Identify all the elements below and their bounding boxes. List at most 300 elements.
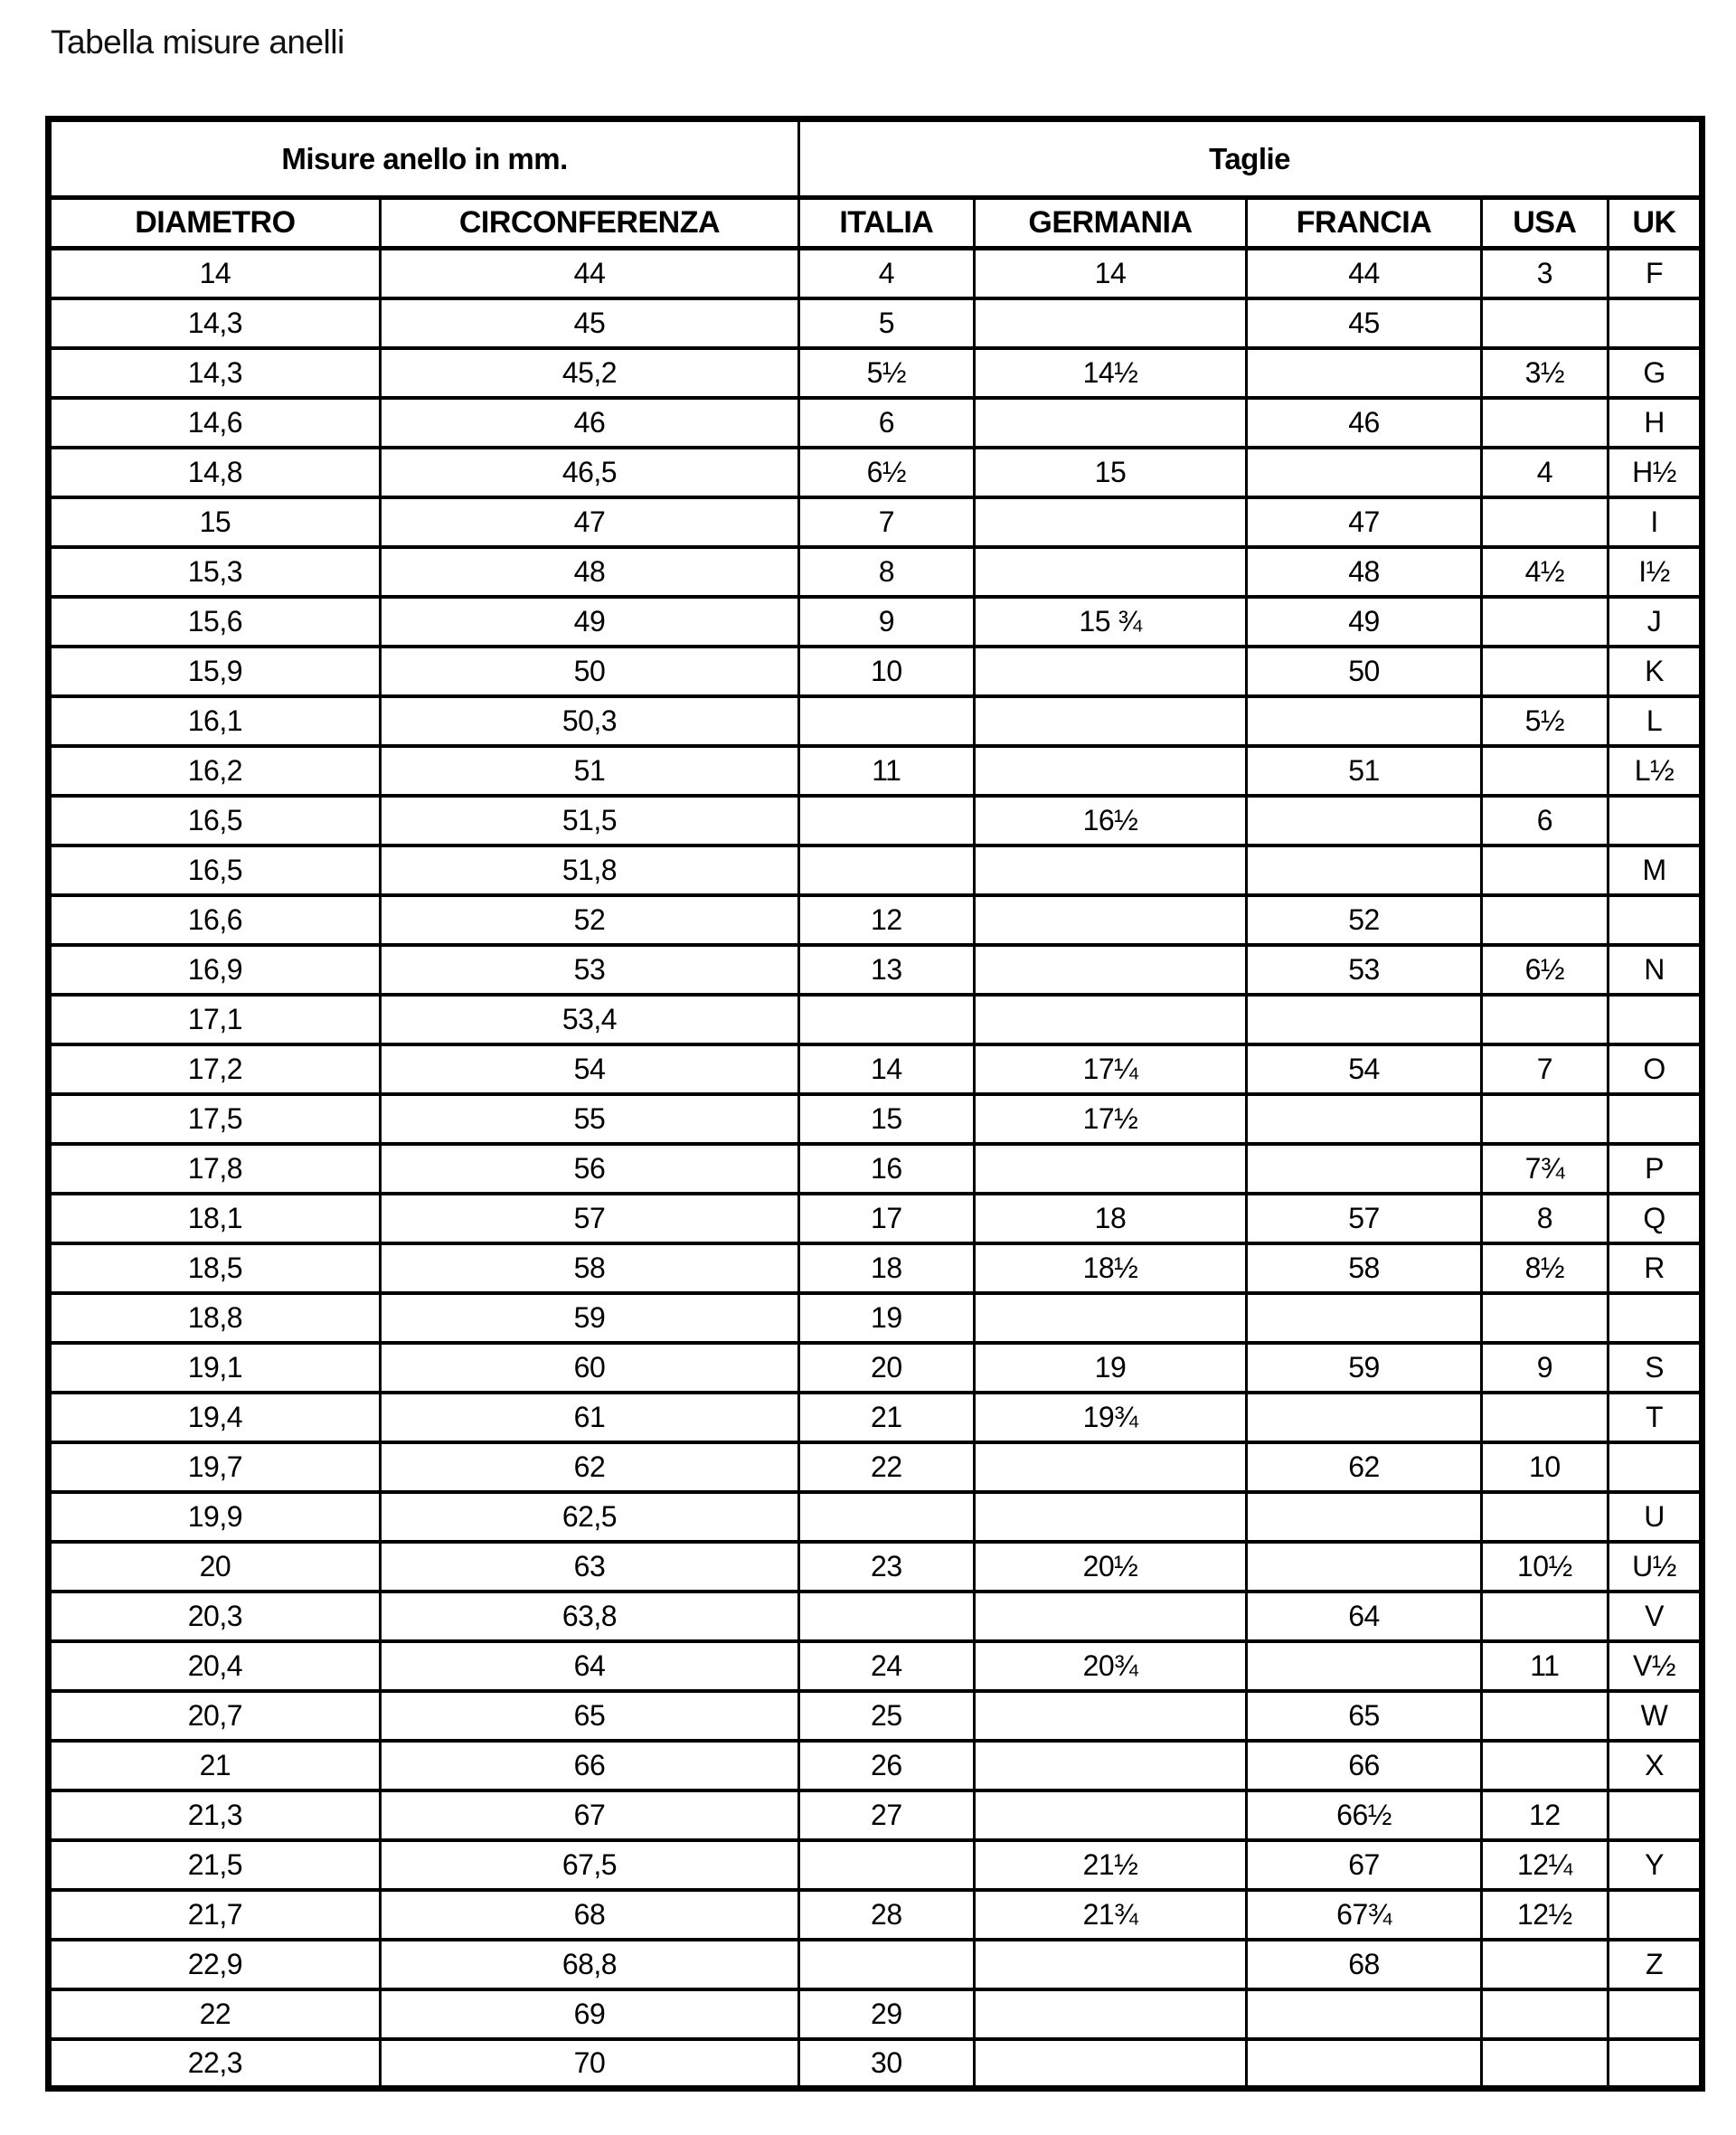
cell-francia: 44 (1247, 249, 1481, 298)
cell-usa: 4 (1481, 448, 1608, 497)
cell-diametro: 21,7 (49, 1890, 381, 1940)
cell-germania (974, 1293, 1247, 1343)
cell-italia: 9 (799, 597, 974, 647)
cell-francia: 66½ (1247, 1790, 1481, 1840)
cell-francia (1247, 1293, 1481, 1343)
cell-usa: 7 (1481, 1044, 1608, 1094)
cell-germania (974, 1790, 1247, 1840)
cell-uk: J (1609, 597, 1703, 647)
cell-uk: W (1609, 1691, 1703, 1741)
cell-diametro: 22,3 (49, 2039, 381, 2089)
cell-circonferenza: 51,5 (380, 796, 798, 845)
cell-germania (974, 1492, 1247, 1542)
cell-germania: 19¾ (974, 1393, 1247, 1442)
table-row (49, 1840, 1703, 1890)
table-row (49, 448, 1703, 497)
table-row (49, 547, 1703, 597)
cell-diametro: 17,1 (49, 995, 381, 1044)
table-row (49, 845, 1703, 895)
cell-francia (1247, 348, 1481, 398)
cell-uk (1609, 895, 1703, 945)
cell-diametro: 16,5 (49, 796, 381, 845)
cell-italia: 16 (799, 1144, 974, 1194)
cell-germania (974, 1592, 1247, 1641)
cell-italia: 6½ (799, 448, 974, 497)
cell-usa (1481, 1293, 1608, 1343)
cell-germania (974, 298, 1247, 348)
cell-circonferenza: 66 (380, 1741, 798, 1790)
cell-usa: 11 (1481, 1641, 1608, 1691)
cell-circonferenza: 50 (380, 647, 798, 696)
cell-francia: 48 (1247, 547, 1481, 597)
cell-italia: 6 (799, 398, 974, 448)
table-row (49, 348, 1703, 398)
cell-diametro: 14,3 (49, 348, 381, 398)
cell-uk (1609, 1293, 1703, 1343)
cell-francia (1247, 2039, 1481, 2089)
cell-diametro: 16,2 (49, 746, 381, 796)
cell-circonferenza: 45 (380, 298, 798, 348)
cell-circonferenza: 63,8 (380, 1592, 798, 1641)
column-header-row (49, 198, 1703, 249)
cell-italia (799, 1492, 974, 1542)
cell-germania: 18½ (974, 1243, 1247, 1293)
table-row (49, 995, 1703, 1044)
table-row (49, 796, 1703, 845)
cell-usa (1481, 597, 1608, 647)
cell-usa: 12¼ (1481, 1840, 1608, 1890)
cell-uk: N (1609, 945, 1703, 995)
cell-circonferenza: 64 (380, 1641, 798, 1691)
table-row (49, 1790, 1703, 1840)
cell-uk (1609, 1989, 1703, 2039)
cell-uk: H½ (1609, 448, 1703, 497)
cell-francia (1247, 1542, 1481, 1592)
cell-diametro: 20,3 (49, 1592, 381, 1641)
cell-diametro: 19,1 (49, 1343, 381, 1393)
cell-circonferenza: 44 (380, 249, 798, 298)
cell-francia: 46 (1247, 398, 1481, 448)
cell-italia: 5 (799, 298, 974, 348)
table-row (49, 1044, 1703, 1094)
cell-italia: 28 (799, 1890, 974, 1940)
col-header-circonferenza: CIRCONFERENZA (380, 198, 798, 249)
table-row (49, 2039, 1703, 2089)
cell-diametro: 20 (49, 1542, 381, 1592)
cell-italia: 13 (799, 945, 974, 995)
cell-francia: 62 (1247, 1442, 1481, 1492)
cell-italia: 29 (799, 1989, 974, 2039)
cell-francia: 59 (1247, 1343, 1481, 1393)
cell-uk (1609, 995, 1703, 1044)
cell-francia: 67¾ (1247, 1890, 1481, 1940)
cell-uk (1609, 1094, 1703, 1144)
cell-italia: 24 (799, 1641, 974, 1691)
cell-circonferenza: 68,8 (380, 1940, 798, 1989)
cell-usa (1481, 298, 1608, 348)
cell-francia (1247, 696, 1481, 746)
table-row (49, 1940, 1703, 1989)
cell-usa: 12 (1481, 1790, 1608, 1840)
cell-circonferenza: 54 (380, 1044, 798, 1094)
cell-italia: 10 (799, 647, 974, 696)
table-row (49, 895, 1703, 945)
cell-circonferenza: 45,2 (380, 348, 798, 398)
col-header-usa: USA (1481, 198, 1608, 249)
cell-diametro: 17,8 (49, 1144, 381, 1194)
cell-italia (799, 995, 974, 1044)
cell-uk (1609, 298, 1703, 348)
cell-italia: 22 (799, 1442, 974, 1492)
cell-usa: 6½ (1481, 945, 1608, 995)
cell-uk: F (1609, 249, 1703, 298)
cell-germania (974, 1989, 1247, 2039)
cell-italia: 7 (799, 497, 974, 547)
cell-germania: 18 (974, 1194, 1247, 1243)
cell-usa (1481, 2039, 1608, 2089)
cell-italia: 26 (799, 1741, 974, 1790)
page-title: Tabella misure anelli (51, 24, 344, 61)
cell-uk: Y (1609, 1840, 1703, 1890)
cell-italia (799, 1592, 974, 1641)
table-row (49, 1492, 1703, 1542)
cell-germania: 21¾ (974, 1890, 1247, 1940)
cell-germania (974, 2039, 1247, 2089)
cell-diametro: 19,7 (49, 1442, 381, 1492)
table-row (49, 647, 1703, 696)
cell-italia: 8 (799, 547, 974, 597)
cell-diametro: 20,7 (49, 1691, 381, 1741)
cell-germania: 20¾ (974, 1641, 1247, 1691)
cell-germania: 17¼ (974, 1044, 1247, 1094)
cell-uk: Z (1609, 1940, 1703, 1989)
col-header-uk: UK (1609, 198, 1703, 249)
table-row (49, 398, 1703, 448)
cell-italia: 23 (799, 1542, 974, 1592)
cell-circonferenza: 52 (380, 895, 798, 945)
cell-diametro: 18,5 (49, 1243, 381, 1293)
cell-germania: 14 (974, 249, 1247, 298)
cell-circonferenza: 69 (380, 1989, 798, 2039)
cell-germania (974, 895, 1247, 945)
cell-uk: Q (1609, 1194, 1703, 1243)
cell-usa: 7¾ (1481, 1144, 1608, 1194)
cell-circonferenza: 53,4 (380, 995, 798, 1044)
table-row (49, 1343, 1703, 1393)
cell-germania (974, 398, 1247, 448)
cell-uk: U½ (1609, 1542, 1703, 1592)
cell-usa (1481, 995, 1608, 1044)
cell-usa: 6 (1481, 796, 1608, 845)
cell-diametro: 16,5 (49, 845, 381, 895)
cell-uk: I (1609, 497, 1703, 547)
cell-usa: 8 (1481, 1194, 1608, 1243)
cell-diametro: 14 (49, 249, 381, 298)
cell-italia: 19 (799, 1293, 974, 1343)
cell-francia: 65 (1247, 1691, 1481, 1741)
cell-francia: 51 (1247, 746, 1481, 796)
cell-francia: 49 (1247, 597, 1481, 647)
cell-italia (799, 796, 974, 845)
cell-usa: 8½ (1481, 1243, 1608, 1293)
cell-francia (1247, 448, 1481, 497)
table-row (49, 696, 1703, 746)
cell-germania (974, 1691, 1247, 1741)
cell-usa: 3½ (1481, 348, 1608, 398)
cell-diametro: 18,8 (49, 1293, 381, 1343)
cell-germania (974, 746, 1247, 796)
cell-germania: 20½ (974, 1542, 1247, 1592)
cell-diametro: 17,2 (49, 1044, 381, 1094)
cell-usa (1481, 746, 1608, 796)
cell-francia (1247, 1144, 1481, 1194)
cell-francia: 57 (1247, 1194, 1481, 1243)
cell-germania (974, 945, 1247, 995)
cell-italia: 27 (799, 1790, 974, 1840)
cell-germania: 19 (974, 1343, 1247, 1393)
cell-diametro: 17,5 (49, 1094, 381, 1144)
cell-diametro: 21 (49, 1741, 381, 1790)
cell-circonferenza: 56 (380, 1144, 798, 1194)
cell-germania (974, 696, 1247, 746)
cell-francia: 54 (1247, 1044, 1481, 1094)
table-row (49, 1741, 1703, 1790)
cell-diametro: 21,5 (49, 1840, 381, 1890)
cell-usa: 9 (1481, 1343, 1608, 1393)
cell-francia: 66 (1247, 1741, 1481, 1790)
table-row (49, 1641, 1703, 1691)
cell-francia: 67 (1247, 1840, 1481, 1890)
table-row (49, 1592, 1703, 1641)
cell-diametro: 15 (49, 497, 381, 547)
cell-uk: M (1609, 845, 1703, 895)
cell-uk: G (1609, 348, 1703, 398)
cell-circonferenza: 70 (380, 2039, 798, 2089)
cell-italia: 25 (799, 1691, 974, 1741)
cell-francia (1247, 796, 1481, 845)
cell-usa (1481, 1691, 1608, 1741)
cell-circonferenza: 60 (380, 1343, 798, 1393)
cell-italia: 14 (799, 1044, 974, 1094)
table-row (49, 1094, 1703, 1144)
cell-germania (974, 1741, 1247, 1790)
cell-usa (1481, 895, 1608, 945)
cell-diametro: 21,3 (49, 1790, 381, 1840)
cell-francia: 64 (1247, 1592, 1481, 1641)
table-row (49, 497, 1703, 547)
cell-diametro: 14,8 (49, 448, 381, 497)
cell-uk: U (1609, 1492, 1703, 1542)
cell-uk: V½ (1609, 1641, 1703, 1691)
cell-uk: R (1609, 1243, 1703, 1293)
cell-italia: 11 (799, 746, 974, 796)
cell-italia: 18 (799, 1243, 974, 1293)
table-row (49, 1442, 1703, 1492)
col-header-italia: ITALIA (799, 198, 974, 249)
cell-germania (974, 647, 1247, 696)
cell-germania (974, 1940, 1247, 1989)
cell-diametro: 18,1 (49, 1194, 381, 1243)
cell-germania: 21½ (974, 1840, 1247, 1890)
cell-circonferenza: 51,8 (380, 845, 798, 895)
col-header-francia: FRANCIA (1247, 198, 1481, 249)
cell-italia: 15 (799, 1094, 974, 1144)
cell-uk: V (1609, 1592, 1703, 1641)
cell-circonferenza: 49 (380, 597, 798, 647)
table-row (49, 1542, 1703, 1592)
cell-francia (1247, 1641, 1481, 1691)
cell-circonferenza: 67 (380, 1790, 798, 1840)
cell-usa (1481, 1741, 1608, 1790)
ring-size-table (45, 116, 1705, 2092)
cell-diametro: 22 (49, 1989, 381, 2039)
cell-uk (1609, 1790, 1703, 1840)
cell-diametro: 15,9 (49, 647, 381, 696)
cell-circonferenza: 47 (380, 497, 798, 547)
table-row (49, 597, 1703, 647)
cell-germania: 15 ¾ (974, 597, 1247, 647)
cell-usa (1481, 1989, 1608, 2039)
cell-francia: 53 (1247, 945, 1481, 995)
group-header-measures: Misure anello in mm. (49, 119, 799, 198)
cell-diametro: 15,3 (49, 547, 381, 597)
cell-italia (799, 1840, 974, 1890)
table-row (49, 298, 1703, 348)
cell-usa (1481, 1393, 1608, 1442)
table-row (49, 1293, 1703, 1343)
cell-circonferenza: 46 (380, 398, 798, 448)
table-row (49, 1691, 1703, 1741)
cell-usa: 10½ (1481, 1542, 1608, 1592)
cell-uk: K (1609, 647, 1703, 696)
cell-italia: 5½ (799, 348, 974, 398)
cell-italia: 12 (799, 895, 974, 945)
cell-diametro: 14,6 (49, 398, 381, 448)
cell-francia (1247, 1393, 1481, 1442)
cell-usa (1481, 1094, 1608, 1144)
cell-francia: 68 (1247, 1940, 1481, 1989)
cell-diametro: 14,3 (49, 298, 381, 348)
cell-germania (974, 845, 1247, 895)
cell-francia: 47 (1247, 497, 1481, 547)
cell-usa (1481, 1592, 1608, 1641)
table-row (49, 249, 1703, 298)
cell-diametro: 15,6 (49, 597, 381, 647)
table-row (49, 1144, 1703, 1194)
cell-uk: H (1609, 398, 1703, 448)
cell-francia (1247, 845, 1481, 895)
cell-italia (799, 1940, 974, 1989)
cell-uk: S (1609, 1343, 1703, 1393)
cell-germania (974, 497, 1247, 547)
cell-circonferenza: 62,5 (380, 1492, 798, 1542)
group-header-row (49, 119, 1703, 198)
cell-italia: 21 (799, 1393, 974, 1442)
cell-circonferenza: 58 (380, 1243, 798, 1293)
cell-diametro: 19,4 (49, 1393, 381, 1442)
cell-usa: 4½ (1481, 547, 1608, 597)
table-body (49, 249, 1703, 2089)
cell-italia: 17 (799, 1194, 974, 1243)
cell-germania: 15 (974, 448, 1247, 497)
table-row (49, 1989, 1703, 2039)
cell-germania (974, 995, 1247, 1044)
cell-germania: 16½ (974, 796, 1247, 845)
cell-uk: P (1609, 1144, 1703, 1194)
cell-uk: O (1609, 1044, 1703, 1094)
cell-germania: 14½ (974, 348, 1247, 398)
cell-francia (1247, 1492, 1481, 1542)
table-row (49, 1243, 1703, 1293)
cell-uk (1609, 1890, 1703, 1940)
cell-circonferenza: 59 (380, 1293, 798, 1343)
cell-circonferenza: 48 (380, 547, 798, 597)
col-header-germania: GERMANIA (974, 198, 1247, 249)
cell-francia (1247, 1989, 1481, 2039)
cell-germania: 17½ (974, 1094, 1247, 1144)
cell-circonferenza: 55 (380, 1094, 798, 1144)
cell-diametro: 16,6 (49, 895, 381, 945)
cell-uk (1609, 2039, 1703, 2089)
cell-italia (799, 845, 974, 895)
cell-germania (974, 1144, 1247, 1194)
cell-usa: 3 (1481, 249, 1608, 298)
cell-italia: 20 (799, 1343, 974, 1393)
cell-uk: L (1609, 696, 1703, 746)
cell-francia: 52 (1247, 895, 1481, 945)
cell-uk: T (1609, 1393, 1703, 1442)
group-header-sizes: Taglie (799, 119, 1703, 198)
cell-diametro: 20,4 (49, 1641, 381, 1691)
cell-uk (1609, 796, 1703, 845)
cell-usa (1481, 845, 1608, 895)
cell-usa (1481, 1940, 1608, 1989)
cell-uk (1609, 1442, 1703, 1492)
cell-italia: 30 (799, 2039, 974, 2089)
cell-circonferenza: 53 (380, 945, 798, 995)
cell-usa (1481, 497, 1608, 547)
cell-circonferenza: 51 (380, 746, 798, 796)
cell-usa (1481, 1492, 1608, 1542)
cell-usa (1481, 398, 1608, 448)
table-row (49, 1194, 1703, 1243)
cell-circonferenza: 67,5 (380, 1840, 798, 1890)
col-header-diametro: DIAMETRO (49, 198, 381, 249)
cell-diametro: 16,1 (49, 696, 381, 746)
cell-circonferenza: 57 (380, 1194, 798, 1243)
cell-usa (1481, 647, 1608, 696)
table-row (49, 1393, 1703, 1442)
cell-italia: 4 (799, 249, 974, 298)
cell-uk: X (1609, 1741, 1703, 1790)
cell-circonferenza: 50,3 (380, 696, 798, 746)
cell-circonferenza: 65 (380, 1691, 798, 1741)
table-row (49, 1890, 1703, 1940)
cell-diametro: 22,9 (49, 1940, 381, 1989)
table-row (49, 746, 1703, 796)
cell-circonferenza: 62 (380, 1442, 798, 1492)
cell-francia: 50 (1247, 647, 1481, 696)
cell-usa: 12½ (1481, 1890, 1608, 1940)
cell-circonferenza: 46,5 (380, 448, 798, 497)
cell-germania (974, 1442, 1247, 1492)
cell-uk: I½ (1609, 547, 1703, 597)
cell-circonferenza: 63 (380, 1542, 798, 1592)
cell-francia: 45 (1247, 298, 1481, 348)
cell-diametro: 19,9 (49, 1492, 381, 1542)
cell-usa: 10 (1481, 1442, 1608, 1492)
cell-diametro: 16,9 (49, 945, 381, 995)
